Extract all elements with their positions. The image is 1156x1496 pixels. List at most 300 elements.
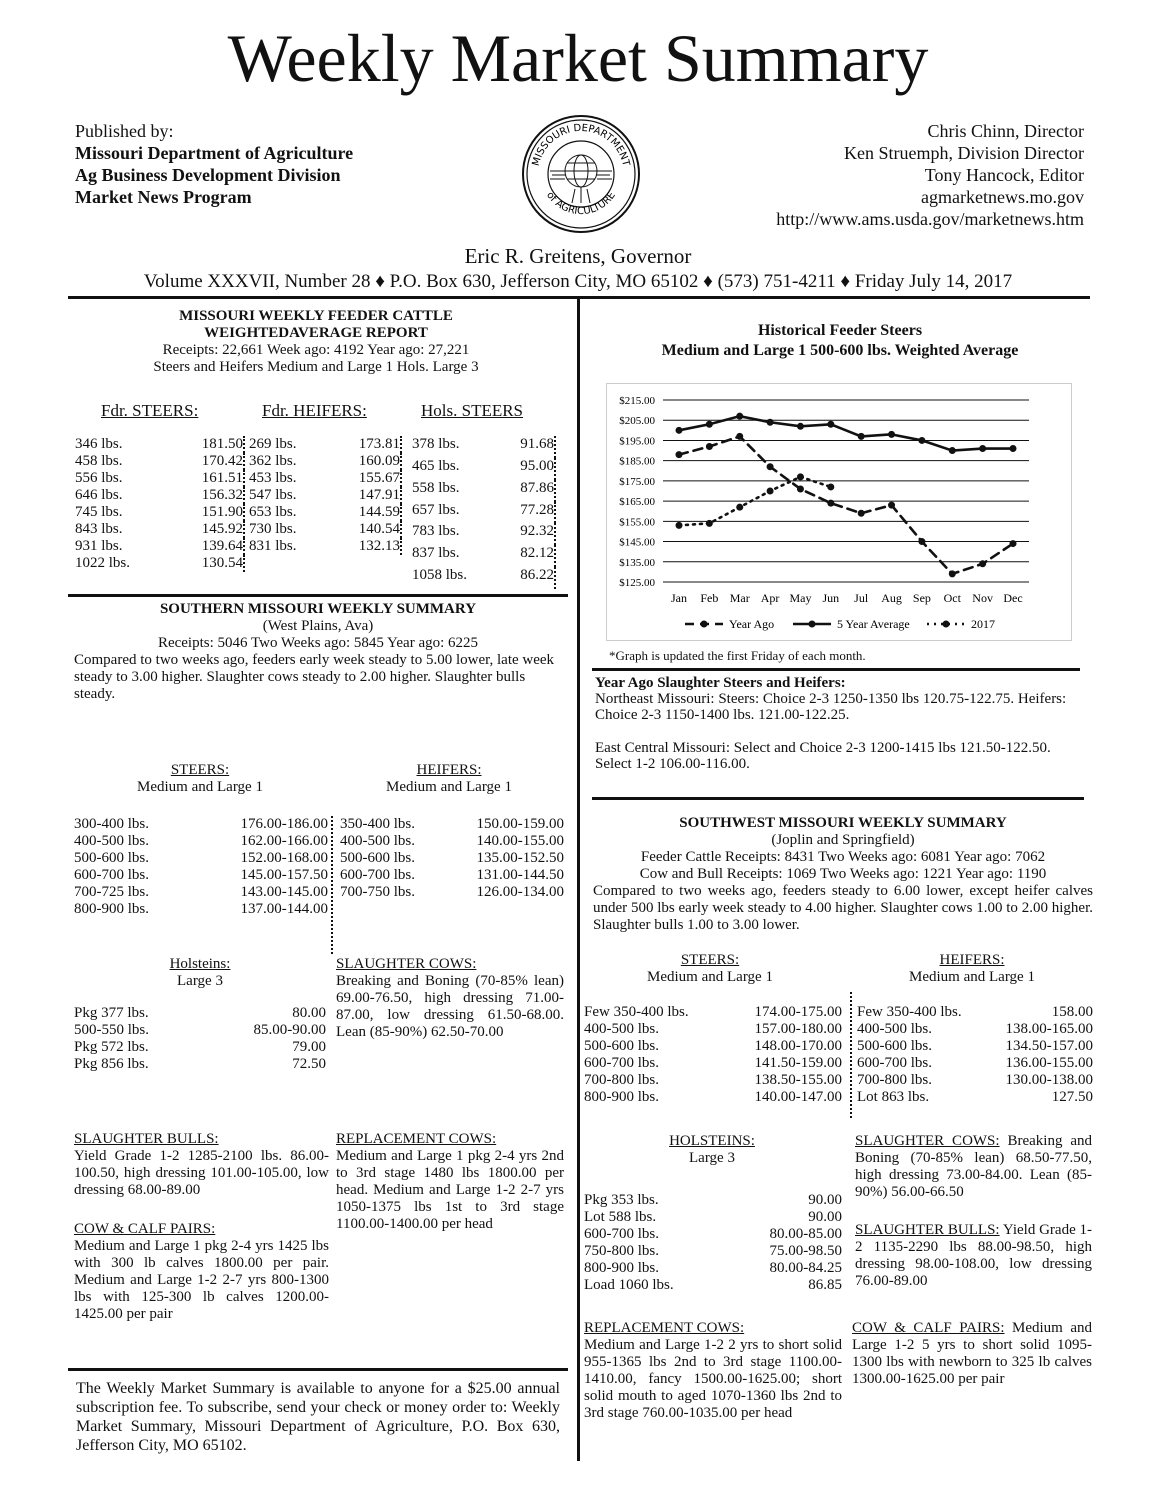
subscription-note: The Weekly Market Summary is available to anyone for a $25.00 annual subscription fee. To subscribe, send your check or money order to: Weekly Market Summary, Missouri Department of Agriculture, P.O. Box 630, Jefferson City, MO 65102.: [76, 1380, 560, 1454]
table-row: [75, 436, 244, 453]
table-row: [412, 436, 555, 458]
steers-sublabel: Medium and Large 1: [647, 969, 773, 985]
data-point: [888, 502, 895, 509]
table-row: [584, 1192, 842, 1209]
southwest-steers-table: [584, 1004, 842, 1106]
heifers-label: HEIFERS:: [416, 762, 482, 778]
year-ago-northeast: Northeast Missouri: Steers: Choice 2-3 1250-1350 lbs 120.75-122.75. Heifers: Choice 2-3 1150-1400 lbs. 121.00-122.25.: [595, 691, 1067, 723]
southwest-replacement-cows: [584, 1320, 842, 1422]
weight-class: 831 lbs.: [249, 538, 297, 554]
publisher-block: [75, 120, 353, 208]
data-point: [797, 485, 804, 492]
slaughter-bulls-label: SLAUGHTER BULLS:: [855, 1222, 1000, 1238]
feeder-title-2: WEIGHTEDAVERAGE REPORT: [204, 325, 428, 341]
holsteins-label: HOLSTEINS:: [669, 1133, 755, 1149]
x-tick-label: Apr: [760, 591, 780, 605]
weight-class: Pkg 353 lbs.: [584, 1192, 659, 1208]
org-line: Market News Program: [75, 187, 252, 207]
chart-title-block: [600, 321, 1080, 361]
y-tick-label: $145.00: [619, 536, 655, 549]
weight-class: 843 lbs.: [75, 521, 123, 537]
hols-steers-table: [412, 436, 556, 589]
org-line: Missouri Department of Agriculture: [75, 143, 354, 163]
table-row: [74, 901, 328, 918]
data-point: [797, 423, 804, 430]
southern-steers-table: [74, 816, 328, 918]
table-row: [249, 504, 401, 521]
southern-title: SOUTHERN MISSOURI WEEKLY SUMMARY: [159, 601, 477, 617]
steers-sublabel: Medium and Large 1: [137, 779, 263, 795]
year-ago-east-central: East Central Missouri: Select and Choice 2-3 1200-1415 lbs 121.50-122.50. Select 1-2 106.00-116.00.: [595, 740, 1051, 772]
seal-bottom-text: of AGRICULTURE: [544, 190, 618, 218]
price-value: 126.00-134.00: [476, 884, 564, 900]
data-point: [736, 413, 743, 420]
department-seal: [520, 113, 642, 235]
table-row: [74, 1056, 326, 1073]
data-point: [888, 431, 895, 438]
price-value: 136.00-155.00: [1005, 1055, 1093, 1071]
replacement-cows-label: REPLACEMENT COWS:: [336, 1131, 497, 1147]
feeder-title: MISSOURI WEEKLY FEEDER CATTLE: [179, 308, 453, 324]
southern-replacement-cows: [336, 1131, 564, 1233]
weight-class: 269 lbs.: [249, 436, 297, 452]
year-ago-section: [595, 675, 1077, 772]
southwest-cow-calf-pairs: [852, 1320, 1092, 1388]
data-point: [949, 447, 956, 454]
steers-label: STEERS:: [680, 952, 740, 968]
southern-cow-calf-pairs: [74, 1221, 329, 1323]
weight-class: 1058 lbs.: [412, 567, 468, 584]
southwest-hols-head: [585, 1133, 839, 1167]
legend-marker: [943, 621, 950, 628]
price-value: 138.00-165.00: [1005, 1021, 1093, 1037]
table-row: [249, 521, 401, 538]
table-row: [412, 567, 555, 589]
x-tick-label: Jun: [822, 591, 840, 605]
section-rule: [592, 797, 1084, 800]
cow-calf-pairs-label: COW & CALF PAIRS:: [74, 1221, 216, 1237]
weight-class: 837 lbs.: [412, 545, 460, 562]
governor-line: Eric R. Greitens, Governor: [464, 244, 692, 268]
southern-receipts: Receipts: 5046 Two Weeks ago: 5845 Year ago: 6225: [157, 635, 479, 651]
price-value: 77.28: [520, 501, 554, 518]
chart-title: Historical Feeder Steers: [757, 322, 923, 339]
data-point: [1010, 540, 1017, 547]
table-row: [584, 1277, 842, 1294]
southwest-location: (Joplin and Springfield): [771, 832, 915, 848]
x-tick-label: Feb: [700, 591, 719, 605]
data-point: [797, 473, 804, 480]
table-row: [584, 1243, 842, 1260]
southwest-summary: Compared to two weeks ago, feeders steady to 6.00 lower, except heifer calves under 500 lbs early week steady to 4.00 higher. Slaughter cows 1.00 to 2.00 higher. Slaughter bulls 1.00 to 3.00 lower.: [593, 883, 1093, 933]
weight-class: 653 lbs.: [249, 504, 297, 520]
heifers-sublabel: Medium and Large 1: [386, 779, 512, 795]
price-value: 90.00: [808, 1209, 842, 1225]
table-row: [74, 1022, 326, 1039]
table-row: [249, 470, 401, 487]
cow-calf-pairs-label: COW & CALF PAIRS:: [852, 1320, 1005, 1336]
southwest-steers-head: [585, 952, 835, 986]
weight-class: 700-750 lbs.: [340, 884, 415, 900]
holsteins-sublabel: Large 3: [689, 1150, 735, 1166]
y-tick-label: $175.00: [619, 475, 655, 488]
legend-marker: [809, 621, 816, 628]
data-point: [979, 445, 986, 452]
x-tick-label: Dec: [1003, 591, 1023, 605]
table-row: [74, 816, 328, 833]
weight-class: 400-500 lbs.: [857, 1021, 932, 1037]
slaughter-bulls-text: Yield Grade 1-2 1135-2290 lbs 88.00-98.50, high dressing 98.00-108.00, low dressing 76.00-89.00: [855, 1222, 1092, 1289]
price-value: 140.54: [358, 521, 400, 537]
price-value: 86.22: [520, 567, 554, 584]
weight-class: 350-400 lbs.: [340, 816, 415, 832]
weight-class: 458 lbs.: [75, 453, 123, 469]
price-value: 155.67: [358, 470, 400, 486]
southern-steers-head: [74, 762, 326, 796]
price-value: 75.00-98.50: [769, 1243, 842, 1259]
table-row: [75, 470, 244, 487]
southern-heifers-table: [340, 816, 564, 901]
weight-class: 500-550 lbs.: [74, 1022, 149, 1038]
weight-class: 600-700 lbs.: [584, 1226, 659, 1242]
southwest-heifers-table: [857, 1004, 1093, 1106]
price-value: 130.00-138.00: [1005, 1072, 1093, 1088]
southern-summary: Compared to two weeks ago, feeders early week steady to 5.00 lower, late week steady to 3.00 higher. Slaughter cows steady to 2.00 higher. Slaughter bulls steady.: [74, 652, 555, 702]
hols-steers-header: Hols. STEERS: [421, 401, 524, 420]
price-value: 127.50: [1051, 1089, 1093, 1105]
table-row: [74, 884, 328, 901]
price-value: 144.59: [358, 504, 400, 520]
price-value: 138.50-155.00: [754, 1072, 842, 1088]
weight-class: 558 lbs.: [412, 479, 460, 496]
slaughter-cows-text: Breaking and Boning (70-85% lean) 69.00-76.50, high dressing 71.00-87.00, low dressing 61.50-68.00. Lean (85-90%) 62.50-70.00: [336, 973, 564, 1040]
weight-class: 378 lbs.: [412, 436, 460, 452]
table-row: [857, 1089, 1093, 1106]
price-value: 140.00-155.00: [476, 833, 564, 849]
table-row: [340, 850, 564, 867]
table-row: [75, 487, 244, 504]
table-row: [584, 1072, 842, 1089]
southern-section: [74, 601, 562, 703]
heifers-sublabel: Medium and Large 1: [909, 969, 1035, 985]
price-value: 173.81: [358, 436, 400, 452]
weight-class: 600-700 lbs.: [584, 1055, 659, 1071]
table-row: [584, 1226, 842, 1243]
southwest-slaughter-bulls: [855, 1222, 1092, 1290]
dotted-divider: [331, 816, 333, 954]
weight-class: 600-700 lbs.: [74, 867, 149, 883]
weight-class: 453 lbs.: [249, 470, 297, 486]
data-point: [918, 437, 925, 444]
data-point: [736, 433, 743, 440]
price-value: 79.00: [292, 1039, 326, 1055]
weight-class: 346 lbs.: [75, 436, 123, 452]
southwest-cow-receipts: Cow and Bull Receipts: 1069 Two Weeks ago: 1221 Year ago: 1190: [639, 866, 1047, 882]
price-value: 141.50-159.00: [754, 1055, 842, 1071]
fdr-heifers-table: [249, 436, 402, 555]
table-row: [412, 458, 555, 480]
weight-class: 700-800 lbs.: [857, 1072, 932, 1088]
southwest-slaughter-cows: [855, 1133, 1092, 1201]
replacement-cows-label: REPLACEMENT COWS:: [584, 1320, 745, 1336]
weight-class: Lot 863 lbs.: [857, 1089, 930, 1105]
x-tick-label: Jan: [671, 591, 687, 605]
weight-class: 362 lbs.: [249, 453, 297, 469]
southwest-section: [593, 815, 1093, 934]
legend-label: 5 Year Average: [837, 617, 910, 631]
data-point: [858, 510, 865, 517]
table-row: [857, 1055, 1093, 1072]
price-value: 130.54: [201, 555, 243, 571]
price-value: 181.50: [201, 436, 243, 452]
price-value: 170.42: [201, 453, 243, 469]
price-value: 147.91: [358, 487, 400, 503]
price-value: 87.86: [520, 479, 554, 496]
data-point: [706, 520, 713, 527]
series-line-year-ago: [679, 436, 1013, 574]
column-divider: [577, 299, 580, 1461]
chart-subtitle: Medium and Large 1 500-600 lbs. Weighted Average: [661, 342, 1019, 359]
southwest-heifers-head: [856, 952, 1088, 986]
x-tick-label: Sep: [912, 591, 931, 605]
weight-class: 400-500 lbs.: [340, 833, 415, 849]
price-value: 134.50-157.00: [1005, 1038, 1093, 1054]
weight-class: 800-900 lbs.: [74, 901, 149, 917]
x-tick-label: Jul: [854, 591, 869, 605]
staff-line: Chris Chinn, Director: [927, 121, 1084, 141]
replacement-cows-text: Medium and Large 1 pkg 2-4 yrs 2nd to 3rd stage 1480 lbs 1800.00 per head. Medium and Large 1-2 2-7 yrs 1050-1375 lbs 1st to 3rd stage 1100.00-1400.00 per head: [336, 1148, 564, 1232]
y-tick-label: $215.00: [619, 395, 655, 407]
cow-calf-pairs-text: Medium and Large 1 pkg 2-4 yrs 1425 lbs with 300 lb calves 1800.00 per pair. Medium and Large 1-2 2-7 yrs 800-1300 lbs with 125-300 lb calves 1200.00-1425.00 per pair: [74, 1238, 329, 1322]
seal-top-text: MISSOURI DEPARTMENT: [530, 122, 632, 168]
section-rule: [592, 668, 1080, 671]
published-by-label: Published by:: [75, 121, 174, 141]
steers-label: STEERS:: [170, 762, 230, 778]
price-value: 161.51: [201, 470, 243, 486]
table-row: [412, 480, 555, 502]
price-value: 174.00-175.00: [754, 1004, 842, 1020]
price-value: 137.00-144.00: [240, 901, 328, 917]
weight-class: 646 lbs.: [75, 487, 123, 503]
weight-class: Few 350-400 lbs.: [857, 1004, 962, 1020]
slaughter-cows-label: SLAUGHTER COWS:: [855, 1133, 1000, 1149]
table-row: [249, 538, 401, 555]
price-value: 132.13: [358, 538, 400, 554]
weight-class: 600-700 lbs.: [857, 1055, 932, 1071]
data-point: [918, 538, 925, 545]
weight-class: 657 lbs.: [412, 501, 460, 518]
price-history-chart: [606, 383, 1072, 641]
table-row: [75, 521, 244, 538]
x-tick-label: Mar: [729, 591, 750, 605]
table-row: [857, 1072, 1093, 1089]
year-ago-title: Year Ago Slaughter Steers and Heifers:: [595, 675, 846, 691]
price-value: 86.85: [808, 1277, 842, 1293]
weight-class: 500-600 lbs.: [340, 850, 415, 866]
weight-class: Load 1060 lbs.: [584, 1277, 674, 1293]
weight-class: 300-400 lbs.: [74, 816, 149, 832]
legend-label: Year Ago: [729, 617, 775, 631]
price-value: 140.00-147.00: [754, 1089, 842, 1105]
holsteins-label: Holsteins:: [169, 956, 231, 972]
slaughter-bulls-label: SLAUGHTER BULLS:: [74, 1131, 219, 1147]
weight-class: 700-725 lbs.: [74, 884, 149, 900]
table-row: [584, 1055, 842, 1072]
weight-class: 400-500 lbs.: [74, 833, 149, 849]
table-row: [249, 453, 401, 470]
y-tick-label: $155.00: [619, 516, 655, 529]
price-value: 131.00-144.50: [476, 867, 564, 883]
weight-class: 556 lbs.: [75, 470, 123, 486]
table-row: [249, 487, 401, 504]
dotted-divider: [850, 992, 852, 1118]
price-value: 156.32: [201, 487, 243, 503]
masthead-title: Weekly Market Summary: [227, 20, 929, 96]
feeder-cattle-section: [70, 308, 562, 376]
weight-class: 800-900 lbs.: [584, 1260, 659, 1276]
price-value: 152.00-168.00: [240, 850, 328, 866]
x-tick-label: Aug: [881, 591, 902, 605]
data-point: [706, 443, 713, 450]
weight-class: Lot 588 lbs.: [584, 1209, 657, 1225]
table-row: [857, 1038, 1093, 1055]
fdr-heifers-header: Fdr. HEIFERS:: [262, 401, 367, 420]
price-value: 176.00-186.00: [240, 816, 328, 832]
weight-class: 800-900 lbs.: [584, 1089, 659, 1105]
x-tick-label: May: [789, 591, 812, 605]
weight-class: 931 lbs.: [75, 538, 123, 554]
weight-class: 465 lbs.: [412, 457, 460, 474]
table-row: [74, 1039, 326, 1056]
weight-class: 547 lbs.: [249, 487, 297, 503]
data-point: [767, 419, 774, 426]
weight-class: 730 lbs.: [249, 521, 297, 537]
price-value: 80.00-84.25: [769, 1260, 842, 1276]
price-value: 139.64: [201, 538, 243, 554]
price-value: 85.00-90.00: [253, 1022, 326, 1038]
data-point: [979, 560, 986, 567]
volume-line: Volume XXXVII, Number 28 ♦ P.O. Box 630, Jefferson City, MO 65102 ♦ (573) 751-4211 ♦ Friday July 14, 2017: [143, 271, 1013, 292]
price-value: 162.00-166.00: [240, 833, 328, 849]
weight-class: Few 350-400 lbs.: [584, 1004, 689, 1020]
weight-class: 700-800 lbs.: [584, 1072, 659, 1088]
table-row: [857, 1004, 1093, 1021]
staff-line: Tony Hancock, Editor: [924, 165, 1084, 185]
table-row: [340, 884, 564, 901]
price-value: 90.00: [808, 1192, 842, 1208]
data-point: [676, 427, 683, 434]
weight-class: 500-600 lbs.: [584, 1038, 659, 1054]
staff-line: Ken Struemph, Division Director: [844, 143, 1084, 163]
table-row: [584, 1089, 842, 1106]
table-row: [412, 523, 555, 545]
southern-slaughter-bulls: [74, 1131, 329, 1199]
table-row: [75, 504, 244, 521]
y-tick-label: $135.00: [619, 556, 655, 569]
data-point: [676, 522, 683, 529]
southern-slaughter-cows: [336, 956, 564, 1041]
x-tick-label: Oct: [943, 591, 961, 605]
cow-calf-pairs-text: Medium and Large 1-2 5 yrs to short solid 1095-1300 lbs with newborn to 325 lb calves 1300.00-1625.00 per pair: [852, 1320, 1092, 1387]
data-point: [767, 463, 774, 470]
weight-class: 1022 lbs.: [75, 555, 131, 571]
holsteins-sublabel: Large 3: [177, 973, 223, 989]
data-point: [858, 433, 865, 440]
table-row: [249, 436, 401, 453]
price-value: 95.00: [520, 457, 554, 474]
fdr-steers-table: [75, 436, 245, 572]
replacement-cows-text: Medium and Large 1-2 2 yrs to short solid 955-1365 lbs 2nd to 3rd stage 1100.00-1410.00, fancy 1500.00-1625.00; short solid mouth to aged 1070-1360 lbs 2nd to 3rd stage 760.00-1035.00 per head: [584, 1337, 842, 1421]
slaughter-cows-label: SLAUGHTER COWS:: [336, 956, 477, 972]
table-row: [74, 867, 328, 884]
southwest-title: SOUTHWEST MISSOURI WEEKLY SUMMARY: [679, 815, 1007, 831]
slaughter-bulls-text: Yield Grade 1-2 1285-2100 lbs. 86.00-100.50, high dressing 101.00-105.00, low dressing 68.00-89.00: [74, 1148, 329, 1198]
globe-icon: [565, 155, 597, 187]
section-rule: [68, 1368, 568, 1371]
legend-marker: [701, 621, 708, 628]
weight-class: 745 lbs.: [75, 504, 123, 520]
southern-heifers-head: [336, 762, 562, 796]
y-tick-label: $125.00: [619, 577, 655, 589]
southern-location: (West Plains, Ava): [262, 618, 374, 634]
website-link[interactable]: agmarketnews.mo.gov: [921, 187, 1084, 207]
table-row: [340, 816, 564, 833]
data-point: [736, 504, 743, 511]
price-value: 91.68: [520, 436, 554, 452]
table-row: [340, 867, 564, 884]
table-row: [75, 453, 244, 470]
table-row: [584, 1260, 842, 1277]
price-value: 151.90: [201, 504, 243, 520]
table-row: [584, 1004, 842, 1021]
price-value: 143.00-145.00: [240, 884, 328, 900]
x-tick-label: Nov: [972, 591, 993, 605]
table-row: [584, 1021, 842, 1038]
table-row: [75, 538, 244, 555]
data-point: [1010, 445, 1017, 452]
southern-hols-head: [74, 956, 326, 990]
feeder-subtitle: Steers and Heifers Medium and Large 1 Hols. Large 3: [153, 359, 479, 375]
series-line-5-year-average: [679, 416, 1013, 450]
price-value: 80.00: [292, 1005, 326, 1021]
price-value: 135.00-152.50: [476, 850, 564, 866]
fdr-steers-header: Fdr. STEERS:: [101, 401, 199, 420]
price-value: 80.00-85.00: [769, 1226, 842, 1242]
data-point: [767, 488, 774, 495]
weight-class: 783 lbs.: [412, 523, 460, 540]
table-row: [74, 1005, 326, 1022]
table-row: [74, 850, 328, 867]
price-value: 72.50: [292, 1056, 326, 1072]
ams-link[interactable]: http://www.ams.usda.gov/marketnews.htm: [776, 209, 1084, 229]
heifers-label: HEIFERS:: [939, 952, 1005, 968]
table-row: [857, 1021, 1093, 1038]
price-value: 150.00-159.00: [476, 816, 564, 832]
table-row: [340, 833, 564, 850]
weight-class: Pkg 856 lbs.: [74, 1056, 149, 1072]
chart-note: *Graph is updated the first Friday of each month.: [609, 648, 866, 663]
price-value: 145.00-157.50: [240, 867, 328, 883]
price-value: 82.12: [520, 545, 554, 562]
weight-class: 500-600 lbs.: [857, 1038, 932, 1054]
feeder-receipts: Receipts: 22,661 Week ago: 4192 Year ago: 27,221: [162, 342, 470, 358]
weight-class: Pkg 572 lbs.: [74, 1039, 149, 1055]
table-row: [584, 1038, 842, 1055]
table-row: [412, 545, 555, 567]
slaughter-cows-text: Breaking and Boning (70-85% lean) 68.50-77.50, high dressing 73.00-84.00. Lean (85-90%) 56.00-66.50: [855, 1133, 1093, 1200]
data-point: [706, 421, 713, 428]
y-tick-label: $185.00: [619, 455, 655, 468]
